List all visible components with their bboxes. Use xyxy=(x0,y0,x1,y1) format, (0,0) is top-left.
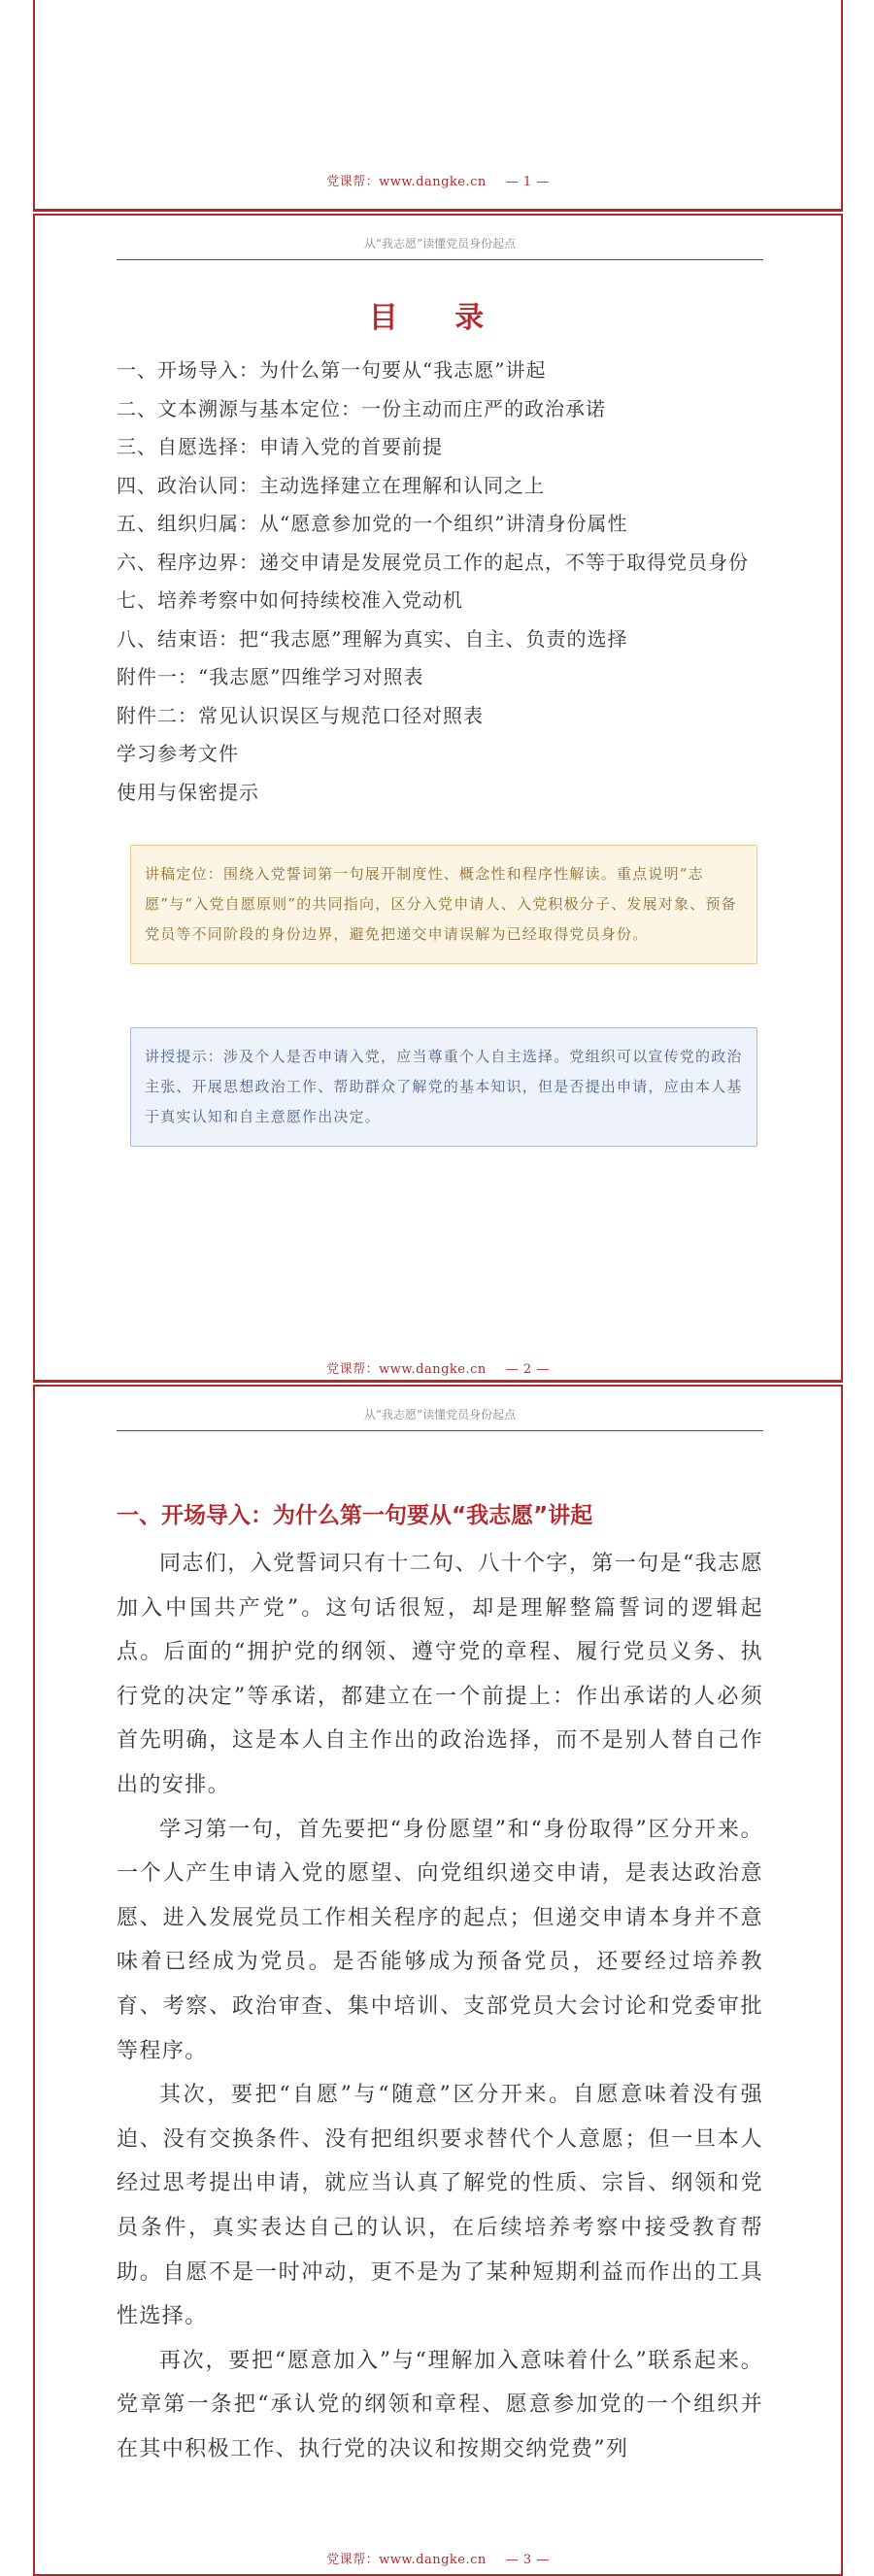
body-paragraph: 同志们，入党誓词只有十二句、八十个字，第一句是“我志愿加入中国共产党”。这句话很短，却是理解整篇誓词的逻辑起点。后面的“拥护党的纲领、遵守党的章程、履行党员义务、执行党的决定”等承诺，都建立在一个前提上：作出承诺的人必须首先明确，这是本人自主作出的政治选择，而不是别人替自己作出的安排。 xyxy=(117,1552,763,1797)
toc-item[interactable]: 四、政治认同：主动选择建立在理解和认同之上 xyxy=(117,473,545,497)
body-paragraph: 再次，要把“愿意加入”与“理解加入意味着什么”联系起来。党章第一条把“承认党的纲领和章程、愿意参加党的一个组织并在其中积极工作、执行党的决议和按期交纳党费”列 xyxy=(117,2348,763,2461)
toc-item[interactable]: 附件二：常见认识误区与规范口径对照表 xyxy=(117,703,484,727)
toc-item[interactable]: 六、程序边界：递交申请是发展党员工作的起点，不等于取得党员身份 xyxy=(117,550,749,574)
teaching-note-box: 讲授提示：涉及个人是否申请入党，应当尊重个人自主选择。党组织可以宣传党的政治主张、开展思想政治工作、帮助群众了解党的基本知识，但是否提出申请，应由本人基于真实认知和自主意愿作出决定。 xyxy=(130,1027,757,1147)
body-paragraph: 其次，要把“自愿”与“随意”区分开来。自愿意味着没有强迫、没有交换条件、没有把组织要求替代个人意愿；但一旦本人经过思考提出申请，就应当认真了解党的性质、宗旨、纲领和党员条件，真实表达自己的认识，在后续培养考察中接受教育帮助。自愿不是一时冲动，更不是为了某种短期利益而作出的工具性选择。 xyxy=(117,2083,763,2329)
page-footer xyxy=(35,171,841,189)
toc-item[interactable]: 三、自愿选择：申请入党的首要前提 xyxy=(117,435,443,458)
toc-item[interactable]: 一、开场导入：为什么第一句要从“我志愿”讲起 xyxy=(117,358,547,382)
toc-item[interactable]: 七、培养考察中如何持续校准入党动机 xyxy=(117,588,463,612)
page-number: — 3 — xyxy=(505,2553,550,2567)
toc-item[interactable]: 使用与保密提示 xyxy=(117,780,259,804)
toc-item[interactable]: 附件一：“我志愿”四维学习对照表 xyxy=(117,665,424,688)
page-2 xyxy=(33,214,843,1383)
page-footer xyxy=(35,2549,841,2567)
toc-list xyxy=(117,351,767,812)
toc-title: 目 录 xyxy=(368,301,508,335)
positioning-tip-box: 讲稿定位：围绕入党誓词第一句展开制度性、概念性和程序性解读。重点说明“志愿”与“入党自愿原则”的共同指向，区分入党申请人、入党积极分子、发展对象、预备党员等不同阶段的身份边界，避免把递交申请误解为已经取得党员身份。 xyxy=(130,845,757,964)
running-header: 从“我志愿”读懂党员身份起点 xyxy=(117,1406,763,1431)
footer-site: 党课帮：www.dangke.cn xyxy=(326,175,487,189)
page-3 xyxy=(33,1385,843,2576)
toc-item[interactable]: 五、组织归属：从“愿意参加党的一个组织”讲清身份属性 xyxy=(117,512,628,535)
footer-site: 党课帮：www.dangke.cn xyxy=(326,1362,487,1377)
toc-item[interactable]: 二、文本溯源与基本定位：一份主动而庄严的政治承诺 xyxy=(117,396,606,420)
toc-item[interactable]: 学习参考文件 xyxy=(117,742,239,765)
section-body xyxy=(117,1542,763,2471)
page-number: — 1 — xyxy=(505,175,550,189)
running-header: 从“我志愿”读懂党员身份起点 xyxy=(117,235,763,260)
page-1 xyxy=(33,0,843,212)
body-paragraph: 学习第一句，首先要把“身份愿望”和“身份取得”区分开来。一个人产生申请入党的愿望、向党组织递交申请，是表达政治意愿、进入发展党员工作相关程序的起点；但递交申请本身并不意味着已经成为党员。是否能够成为预备党员，还要经过培养教育、考察、政治审查、集中培训、支部党员大会讨论和党委审批等程序。 xyxy=(117,1817,763,2063)
footer-site: 党课帮：www.dangke.cn xyxy=(326,2553,487,2567)
toc-item[interactable]: 八、结束语：把“我志愿”理解为真实、自主、负责的选择 xyxy=(117,626,628,651)
page-footer xyxy=(35,1358,841,1377)
section-title: 一、开场导入：为什么第一句要从“我志愿”讲起 xyxy=(117,1503,593,1528)
page-number: — 2 — xyxy=(505,1362,550,1377)
